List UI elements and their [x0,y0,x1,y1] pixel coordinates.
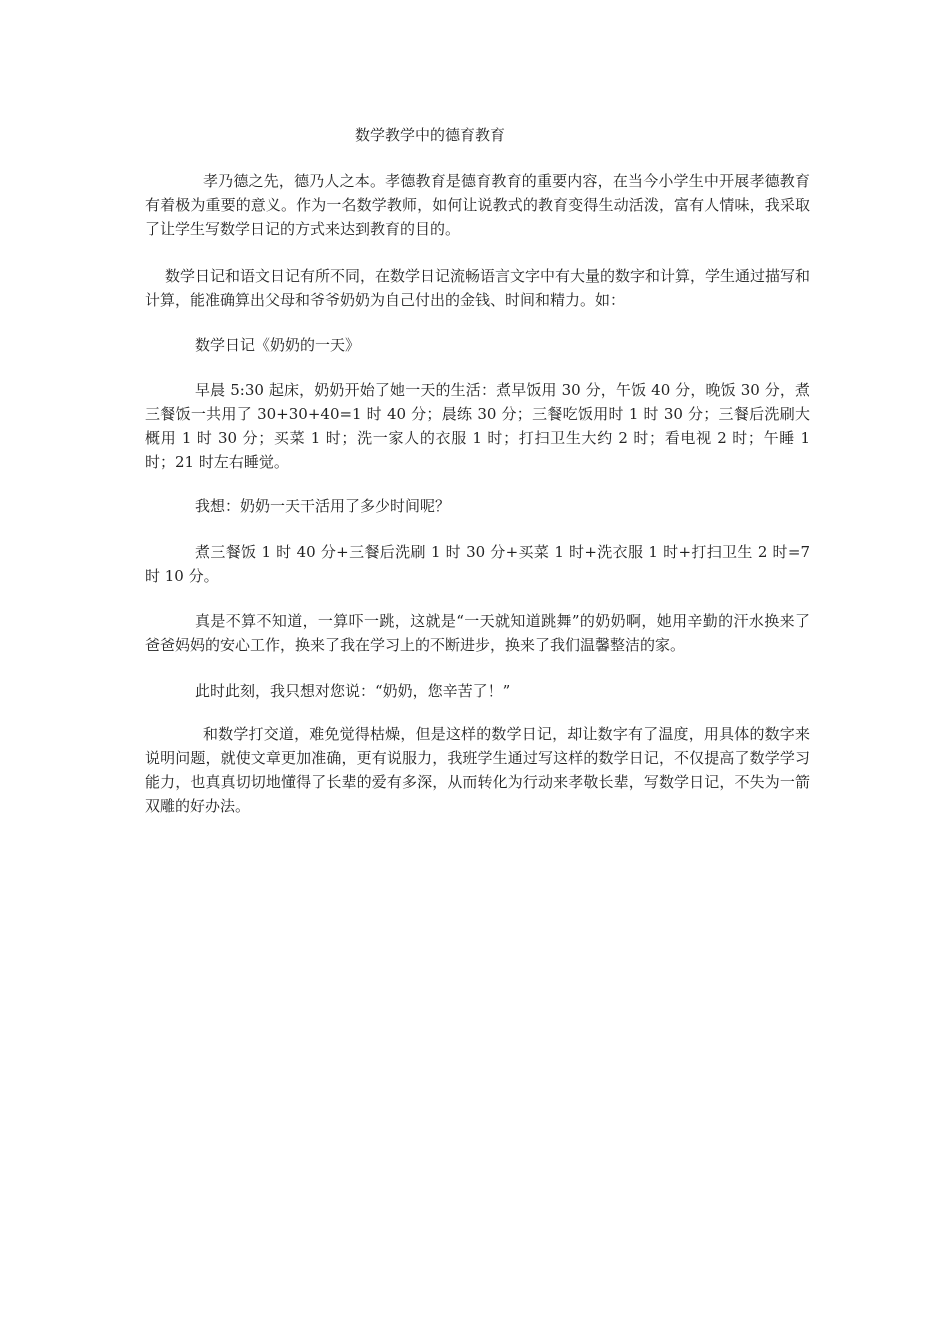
paragraph-intro: 孝乃德之先，德乃人之本。孝德教育是德育教育的重要内容，在当今小学生中开展孝德教育有着极为重要的意义。作为一名数学教师，如何让说教式的教育变得生动活泼，富有人情味，我采取了让学生写数学日记的方式来达到教育的目的。 [145,172,810,238]
paragraph-diary-title: 数学日记《奶奶的一天》 [195,336,361,354]
paragraph-question: 我想：奶奶一天干活用了多少时间呢？ [195,497,451,515]
paragraph-reflection: 真是不算不知道，一算吓一跳，这就是“一天就知道跳舞”的奶奶啊，她用辛勤的汗水换来了爸爸妈妈的安心工作，换来了我在学习上的不断进步，换来了我们温馨整洁的家。 [145,612,810,654]
paragraph-grandma-schedule: 早晨 5:30 起床，奶奶开始了她一天的生活：煮早饭用 30 分，午饭 40 分，晚饭 30 分，煮三餐饭一共用了 30+30+40=1 时 40 分；晨练 30 分；三餐吃饭用时 1 时 30 分；三餐后洗刷大概用 1 时 30 分；买菜 1 时；洗一家人的衣服 1 时；打扫卫生大约 2 时；看电视 2 时；午睡 1 时；21 时左右睡觉。 [145,381,810,471]
paragraph-gratitude: 此时此刻，我只想对您说：“奶奶，您辛苦了！” [195,682,511,700]
paragraph-math-diary-difference: 数学日记和语文日记有所不同，在数学日记流畅语言文字中有大量的数字和计算，学生通过描写和计算，能准确算出父母和爷爷奶奶为自己付出的金钱、时间和精力。如： [145,267,811,309]
paragraph-conclusion: 和数学打交道，难免觉得枯燥，但是这样的数学日记，却让数字有了温度，用具体的数字来说明问题，就使文章更加准确，更有说服力，我班学生通过写这样的数学日记，不仅提高了数学学习能力，也真真切切地懂得了长辈的爱有多深，从而转化为行动来孝敬长辈，写数学日记，不失为一箭双雕的好办法。 [145,725,810,815]
document-title: 数学教学中的德育教育 [355,126,506,144]
paragraph-calculation: 煮三餐饭 1 时 40 分+三餐后洗刷 1 时 30 分+买菜 1 时+洗衣服 1 时+打扫卫生 2 时=7 时 10 分。 [145,543,810,585]
